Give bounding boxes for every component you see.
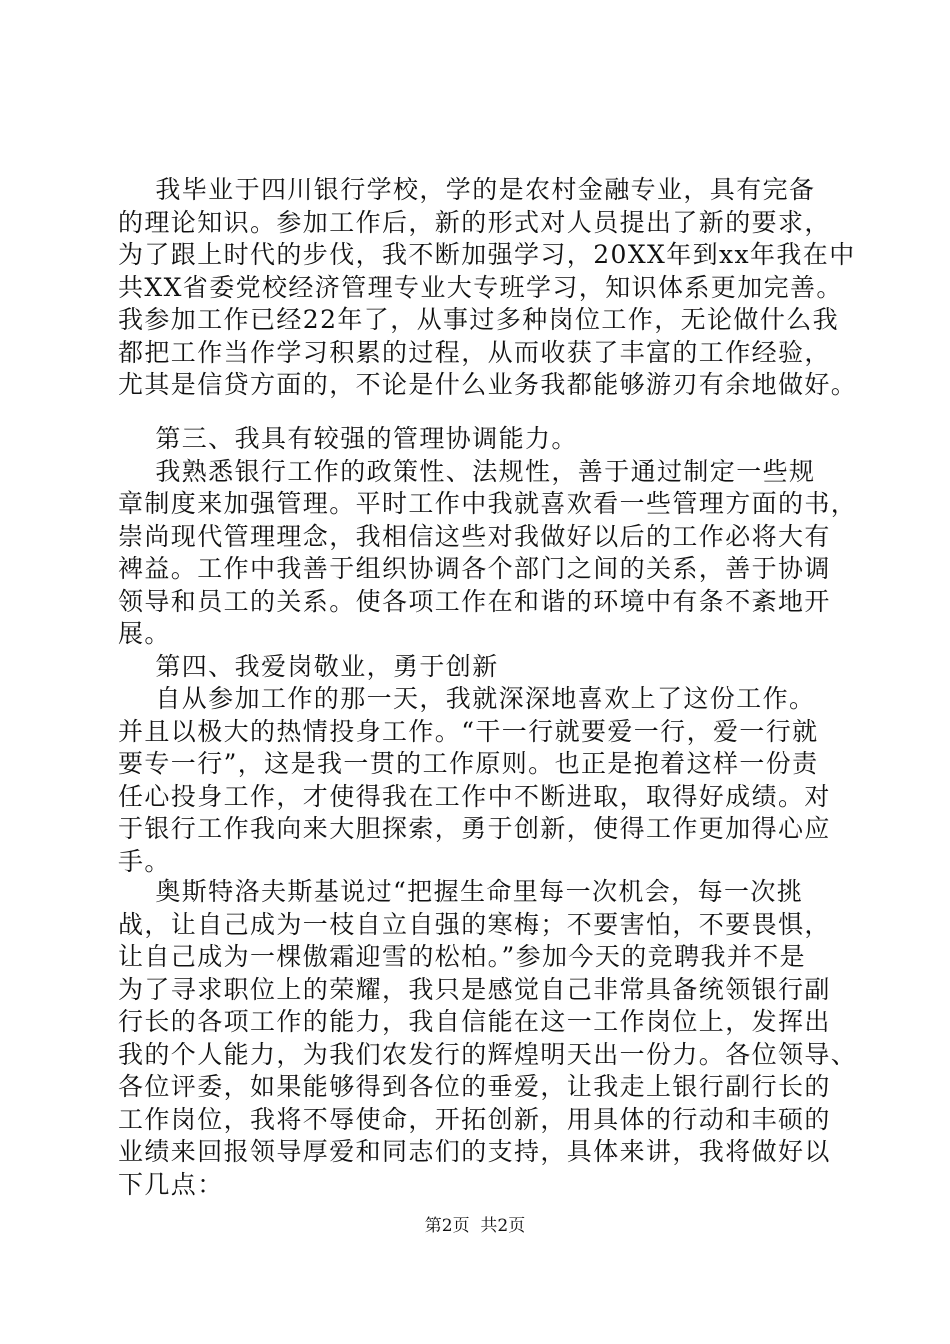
text-line: 裨益。工作中我善于组织协调各个部门之间的关系，善于协调 — [118, 554, 831, 583]
text-line: 我参加工作已经22年了，从事过多种岗位工作，无论做什么我 — [118, 305, 840, 334]
text-line: 业绩来回报领导厚爱和同志们的支持，具体来讲，我将做好以 — [118, 1137, 831, 1166]
text-line: 各位评委，如果能够得到各位的垂爱，让我走上银行副行长的 — [118, 1072, 831, 1101]
text-line: 章制度来加强管理。平时工作中我就喜欢看一些管理方面的书， — [118, 489, 858, 518]
text-line: 并且以极大的热情投身工作。“干一行就要爱一行，爱一行就 — [118, 716, 819, 746]
text-line: 奥斯特洛夫斯基说过“把握生命里每一次机会，每一次挑 — [118, 877, 804, 906]
text-line: 我熟悉银行工作的政策性、法规性，善于通过制定一些规 — [118, 456, 816, 486]
text-line: 让自己成为一棵傲霜迎雪的松柏。”参加今天的竞聘我并不是 — [118, 942, 807, 971]
text-line: 战，让自己成为一枝自立自强的寒梅；不要害怕，不要畏惧， — [118, 909, 831, 939]
text-line: 行长的各项工作的能力，我自信能在这一工作岗位上，发挥出 — [118, 1007, 831, 1036]
text-line: 为了寻求职位上的荣耀，我只是感觉自己非常具备统领银行副 — [118, 974, 831, 1004]
text-line: 都把工作当作学习积累的过程，从而收获了丰富的工作经验， — [118, 337, 831, 367]
text-line: 下几点： — [118, 1169, 224, 1199]
text-line: 展。 — [118, 619, 171, 648]
text-line: 任心投身工作，才使得我在工作中不断进取，取得好成绩。对 — [118, 781, 831, 811]
text-line: 我毕业于四川银行学校，学的是农村金融专业，具有完备 — [118, 175, 816, 204]
page-number-footer: 第2页 共2页 — [424, 1216, 526, 1236]
text-line: 我的个人能力，为我们农发行的辉煌明天出一份力。各位领导、 — [118, 1039, 858, 1069]
section-heading: 第四、我爱岗敬业，勇于创新 — [118, 651, 499, 681]
text-line: 手。 — [118, 846, 171, 876]
paragraph-education — [118, 174, 858, 402]
text-line: 尤其是信贷方面的，不论是什么业务我都能够游刃有余地做好。 — [118, 370, 858, 399]
text-line: 的理论知识。参加工作后，新的形式对人员提出了新的要求， — [118, 207, 831, 237]
paragraph-management-dedication — [118, 423, 858, 878]
text-line: 自从参加工作的那一天，我就深深地喜欢上了这份工作。 — [118, 684, 816, 713]
text-line: 于银行工作我向来大胆探索，勇于创新，使得工作更加得心应 — [118, 814, 831, 843]
text-line: 领导和员工的关系。使各项工作在和谐的环境中有条不紊地开 — [118, 586, 831, 616]
section-heading: 第三、我具有较强的管理协调能力。 — [118, 424, 578, 453]
text-line: 共XX省委党校经济管理专业大专班学习，知识体系更加完善。 — [118, 272, 843, 302]
text-line: 为了跟上时代的步伐，我不断加强学习，20XX年到xx年我在中 — [118, 240, 856, 269]
text-line: 崇尚现代管理理念，我相信这些对我做好以后的工作必将大有 — [118, 521, 831, 551]
text-line: 要专一行”，这是我一贯的工作原则。也正是抱着这样一份责 — [118, 749, 819, 778]
paragraph-conclusion — [118, 876, 858, 1201]
text-line: 工作岗位，我将不辱使命，开拓创新，用具体的行动和丰硕的 — [118, 1104, 831, 1134]
